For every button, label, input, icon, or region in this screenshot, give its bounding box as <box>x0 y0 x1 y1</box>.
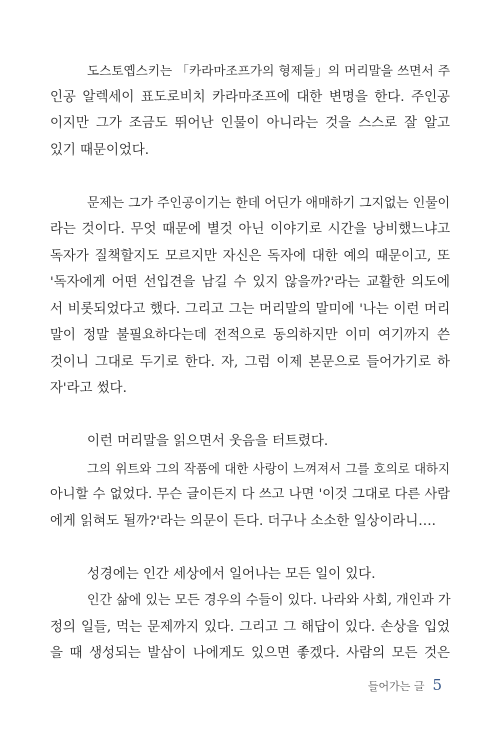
body-text-line: 자'라고 썼다. <box>50 381 127 396</box>
body-text-line: 문제는 그가 주인공이기는 한데 어딘가 애매하기 그지없는 인물이 <box>87 195 450 211</box>
body-text-line: '독자에게 어떤 선입견을 남길 수 있지 않을까?'라는 교활한 의도에 <box>50 275 450 290</box>
page-footer <box>368 676 442 694</box>
body-text-line: 이지만 그가 조금도 뛰어난 인물이 아니라는 것을 스스로 잘 알고 <box>50 116 450 131</box>
body-text-line: 있기 때문이었다. <box>50 142 150 158</box>
body-text-line: 말이 정말 불필요하다는데 전적으로 동의하지만 이미 여기까지 쓴 <box>50 328 450 343</box>
page-number: 5 <box>432 676 442 694</box>
body-text-line: 서 비롯되었다고 했다. 그리고 그는 머리말의 말미에 '나는 이런 머리 <box>50 301 450 317</box>
body-text-line: 것이니 그대로 두기로 한다. 자, 그럼 이제 본문으로 들어가기로 하 <box>50 354 450 370</box>
body-text-line: 이런 머리말을 읽으면서 웃음을 터트렸다. <box>87 434 329 449</box>
body-text-line: 정의 일들, 먹는 문제까지 있다. 그리고 그 해답이 있다. 손상을 입었 <box>50 619 450 635</box>
body-text-line: 독자가 질책할지도 모르지만 자신은 독자에 대한 예의 때문이고, 또 <box>50 248 450 264</box>
body-text-line: 도스토옙스키는 「카라마조프가의 형제들」의 머리말을 쓰면서 주 <box>87 63 450 78</box>
body-text-line: 인간 삶에 있는 모든 경우의 수들이 있다. 나라와 사회, 개인과 가 <box>87 593 451 608</box>
body-text-line: 아니할 수 없었다. 무슨 글이든지 다 쓰고 나면 '이것 그대로 다른 사람 <box>50 487 450 502</box>
body-text-line: 그의 위트와 그의 작품에 대한 사랑이 느껴져서 그를 호의로 대하지 <box>87 460 450 476</box>
section-title: 들어가는 글 <box>367 680 425 693</box>
body-text-line: 을 때 생성되는 발삼이 나에게도 있으면 좋겠다. 사람의 모든 것은 <box>50 646 450 661</box>
body-text-line: 인공 알렉세이 표도로비치 카라마조프에 대한 변명을 한다. 주인공 <box>50 89 450 105</box>
body-text-line: 라는 것이다. 무엇 때문에 별것 아닌 이야기로 시간을 낭비했느냐고 <box>50 222 450 237</box>
body-text-line: 에게 읽혀도 될까?'라는 의문이 든다. 더구나 소소한 일상이라니…. <box>50 513 436 529</box>
body-text-line: 성경에는 인간 세상에서 일어나는 모든 일이 있다. <box>87 566 376 582</box>
